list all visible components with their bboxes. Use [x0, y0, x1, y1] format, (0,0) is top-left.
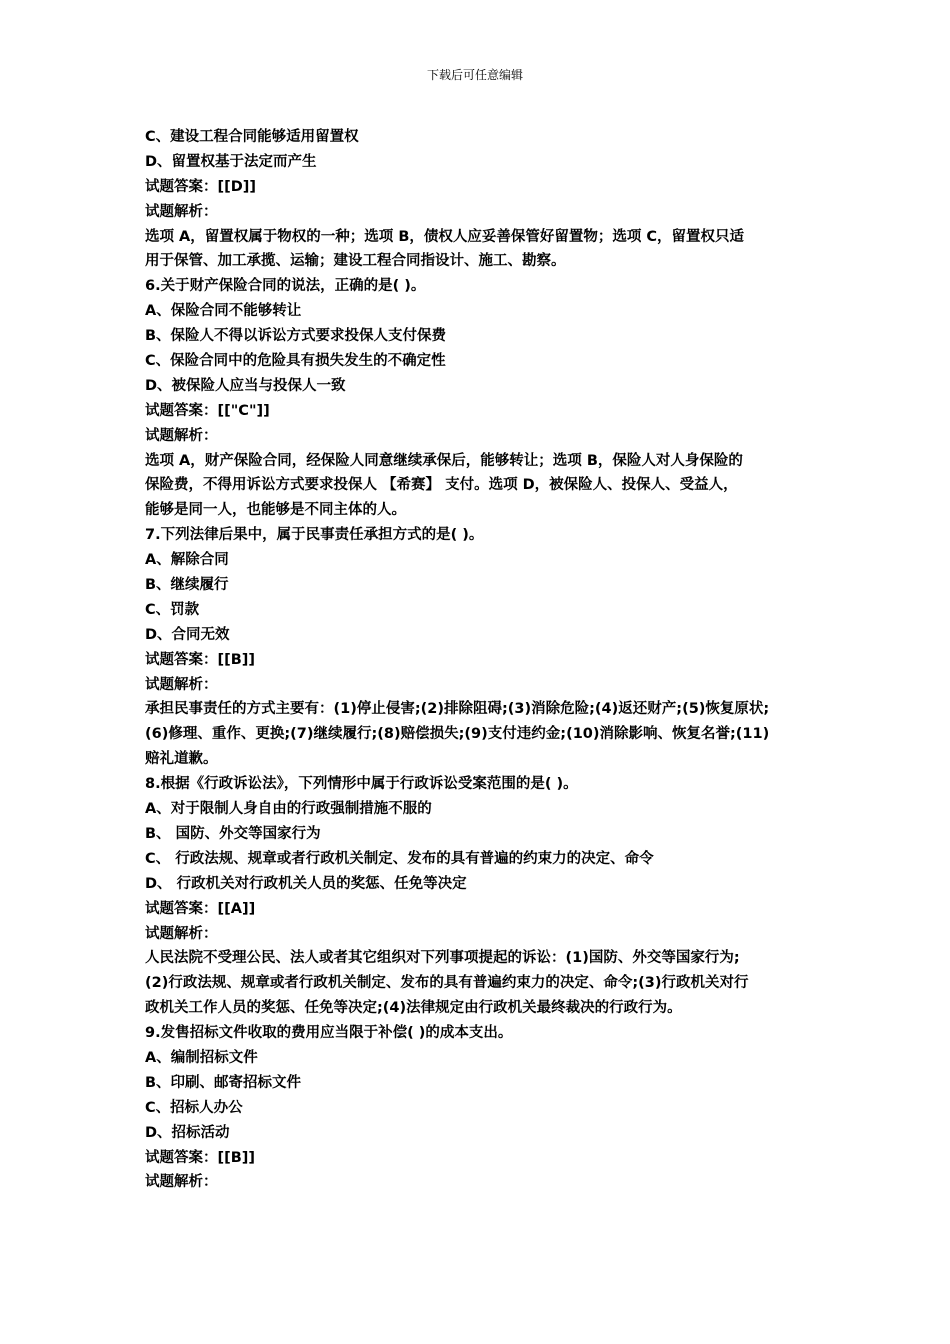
text-line: B、 国防、外交等国家行为 [145, 825, 321, 842]
text-line: (6)修理、重作、更换;(7)继续履行;(8)赔偿损失;(9)支付违约金;(10)消除影响、恢复名誉;(11) [145, 726, 770, 743]
text-line: 试题解析： [145, 427, 218, 444]
text-line: D、合同无效 [145, 626, 230, 643]
text-line: 9.发售招标文件收取的费用应当限于补偿( )的成本支出。 [145, 1025, 513, 1042]
text-line: C、建设工程合同能够适用留置权 [145, 129, 359, 145]
text-line: A、对于限制人身自由的行政强制措施不服的 [145, 801, 432, 818]
text-line: 试题解析： [145, 676, 218, 693]
text-line: D、招标活动 [145, 1124, 230, 1141]
text-line: B、继续履行 [145, 577, 229, 594]
text-line: 7.下列法律后果中，属于民事责任承担方式的是( )。 [145, 527, 484, 544]
text-line: 8.根据《行政诉讼法》，下列情形中属于行政诉讼受案范围的是( )。 [145, 776, 578, 793]
text-line: 能够是同一人，也能够是不同主体的人。 [145, 502, 406, 519]
text-line: C、招标人办公 [145, 1099, 243, 1116]
text-line: 6.关于财产保险合同的说法，正确的是( )。 [145, 278, 426, 295]
text-line: 用于保管、加工承揽、运输；建设工程合同指设计、施工、勘察。 [145, 253, 566, 270]
text-line: 试题答案：[[B]] [145, 1149, 256, 1166]
text-line: 试题答案：[["C"]] [145, 402, 270, 419]
text-line: 人民法院不受理公民、法人或者其它组织对下列事项提起的诉讼：(1)国防、外交等国家行为; [145, 950, 740, 967]
text-line: C、保险合同中的危险具有损失发生的不确定性 [145, 353, 446, 370]
text-line: D、被保险人应当与投保人一致 [145, 377, 346, 394]
text-line: 选项 A，留置权属于物权的一种；选项 B，债权人应妥善保管好留置物；选项 C，留置权只适 [145, 228, 745, 245]
text-line: 承担民事责任的方式主要有：(1)停止侵害;(2)排除阻碍;(3)消除危险;(4)返还财产;(5)恢复原状; [145, 701, 770, 718]
text-line: (2)行政法规、规章或者行政机关制定、发布的具有普遍约束力的决定、命令;(3)行政机关对行 [145, 975, 749, 992]
text-line: A、保险合同不能够转让 [145, 303, 302, 320]
text-line: 政机关工作人员的奖惩、任免等决定;(4)法律规定由行政机关最终裁决的行政行为。 [145, 1000, 682, 1017]
text-line: D、 行政机关对行政机关人员的奖惩、任免等决定 [145, 875, 467, 892]
text-line: A、编制招标文件 [145, 1049, 258, 1066]
text-line: 试题答案：[[B]] [145, 651, 256, 668]
text-line: 试题解析： [145, 925, 218, 942]
text-line: B、印刷、邮寄招标文件 [145, 1074, 302, 1091]
text-line: 赔礼道歉。 [145, 751, 218, 768]
text-line: C、罚款 [145, 601, 200, 618]
text-line: A、解除合同 [145, 552, 229, 569]
document-body [145, 125, 811, 1195]
text-line: D、留置权基于法定而产生 [145, 153, 317, 170]
text-line: 试题解析： [145, 203, 218, 220]
text-line: 选项 A，财产保险合同，经保险人同意继续承保后，能够转让；选项 B，保险人对人身保险的 [145, 452, 743, 469]
text-line: C、 行政法规、规章或者行政机关制定、发布的具有普遍的约束力的决定、命令 [145, 850, 654, 867]
text-line: B、保险人不得以诉讼方式要求投保人支付保费 [145, 328, 447, 345]
text-line: 保险费，不得用诉讼方式要求投保人 【希赛】 支付。选项 D，被保险人、投保人、受益人， [145, 477, 738, 494]
text-line: 试题答案：[[A]] [145, 900, 256, 917]
page-header: 下载后可任意编辑 [426, 68, 523, 82]
text-line: 试题答案：[[D]] [145, 178, 257, 195]
text-line: 试题解析： [145, 1174, 218, 1191]
